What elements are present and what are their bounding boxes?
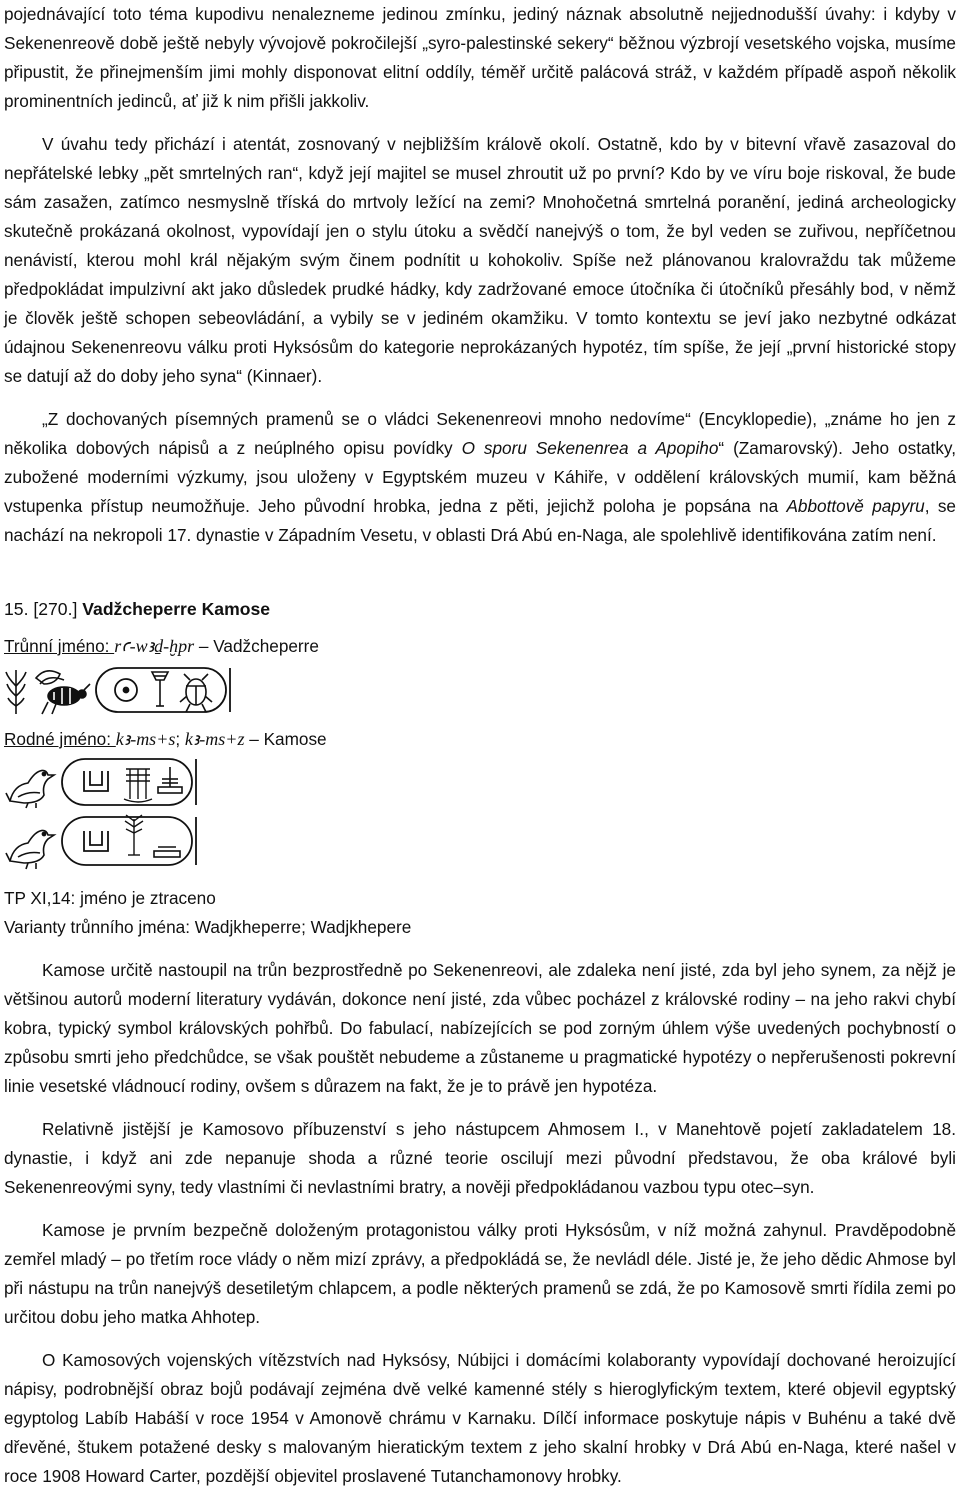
- document-page: [4, 0, 956, 1491]
- door-bolt-s-glyph: [154, 847, 180, 857]
- paragraph-4: Kamose určitě nastoupil na trůn bezprostředně po Sekenenreovi, ale zdaleka není jisté, zda byl jeho synem, za nějž je většinou autorů moderní literatury vydáván, dokonce není jisté, zda vůbec pocházel z královské rodiny – na jeho rakvi chybí kobra, typický symbol královských pohřbů. Do fabulací, nabízejících se pod zorným úhlem výše uvedených pochybností o způsobu smrti jeho předchůdce, se však pouštět nebudeme a zůstaneme u pragmatické hypotézy o nepřerušenosti pokrevní linie vesetské vládnoucí rodiny, ovšem s důrazem na fakt, že je to právě jen hypotéza.: [4, 960, 956, 1096]
- paragraph-1: pojednávající toto téma kupodivu nenalezneme jedinou zmínku, jediný náznak absolutně nejjednodušší úvahy: i kdyby v Sekenenreově době ještě nebyly vývojově pokročilejší „syro-palestinské sekery“ běžnou výzbrojí vesetského vojska, musíme připustit, že přinejmenším jimi mohly disponovat elitní oddíly, téměř určitě palácová stráž, v každém případě aspoň několik prominentních jedinců, ať již k nim přišli jakkoliv.: [4, 4, 956, 111]
- throne-name-label: Trůnní jméno:: [4, 636, 115, 656]
- paragraph-6: Kamose je prvním bezpečně doloženým protagonistou války proti Hyksósům, v níž možná zahynul. Pravděpodobně zemřel mladý – po třetím roce vlády o něm mizí zprávy, a předpokládá se, že nevládl déle. Jisté je, že jeho dědic Ahmose byl při nástupu na trůn nanejvýš desetiletým chlapcem, a podle některých pramenů se zdá, že po Kamosově smrti řídila zemi po určitou dobu jeho matka Ahhotep.: [4, 1220, 956, 1327]
- birth-name-hieroglyph-row-2: [4, 811, 204, 871]
- goose-glyph: [6, 771, 54, 809]
- sedge-plant-glyph: [6, 670, 26, 714]
- dash: –: [244, 729, 264, 749]
- papyrus-column-glyph: [152, 672, 168, 706]
- birth-name-transliteration-2: kꜣ-ms+z: [184, 729, 245, 749]
- king-name-heading: Vadžcheperre Kamose: [82, 599, 271, 619]
- birth-name-line: [4, 725, 956, 754]
- birth-name-hieroglyphs-1: [4, 754, 956, 810]
- throne-name-value: Vadžcheperre: [213, 636, 319, 656]
- birth-name-value: Kamose: [263, 729, 327, 749]
- paragraph-7: O Kamosových vojenských vítězstvích nad Hyksósy, Núbijci i domácími kolaboranty vypovídají dochované heroizující nápisy, podrobnější obraz bojů podávají zejména dvě velké kamenné stély s hieroglyfickým textem, které objevil egyptský egyptolog Labíb Habáší v roce 1954 v Amonově chrámu v Karnaku. Dílčí informace poskytuje nápis v Buhénu a také dvě dřevěné, štukem potažené desky s malovaným hieratickým textem z jeho skalní hrobky v Drá Abú en-Naga, které našel v roce 1908 Howard Carter, pozdější objevitel proslavené Tutanchamonovy hrobky.: [4, 1350, 956, 1486]
- birth-name-hieroglyphs-2: [4, 810, 956, 872]
- ka-arms-glyph: [84, 771, 108, 791]
- ms-glyph: [125, 815, 143, 855]
- dash: –: [194, 636, 214, 656]
- paragraph-2: V úvahu tedy přichází i atentát, zosnovaný v nejbližším královĕ okolí. Ostatně, kdo by v bitevní vřavě zasazoval do nepřátelské lebky „pět smrtelných ran“, když její majitel se musel zhroutit už po první? Kdo by ve víru boje riskoval, že bude sám zasažen, zatímco nesmyslně tříská do mrtvoly ležící na zemi? Mnohočetná smrtelná poranění, jediná archeologicky skutečně prokázaná okolnost, vypovídají jen o stylu útoku a svědčí nanejvýš o tom, že byl veden se zuřivou, nepříčetnou nenávistí, kterou mohl král nějakým svým činem podnítit u kohokoliv. Spíše než plánovanou kralovraždu tak můžeme předpokládat impulzivní akt jako důsledek prudké hádky, kdy zadržované emoce útočníka či útočníků přesáhly bod, v němž je člověk ještě schopen sebeovládání, a vybily se v jediném okamžiku. V tomto kontextu se jeví jako nezbytné odkázat údajnou Sekenenreovu válku proti Hyksósům do kategorie neprokázaných hypotéz, tím spíše, že její „první historické stopy se datují až do doby jeho syna“ (Kinnaer).: [4, 134, 956, 386]
- paragraph-3-part-e: , se nachází na nekropoli 17. dynastie v Západním Vesetu, v oblasti Drá Abú en-Naga, ale spolehlivě identifikována zatím není.: [4, 496, 956, 545]
- ms-glyph: [124, 769, 152, 802]
- throne-name-transliteration: rꜥ-wꜣḏ-ḫpr: [114, 636, 195, 656]
- door-bolt-s-glyph: [158, 767, 182, 793]
- ka-arms-glyph: [84, 831, 108, 851]
- paragraph-3-part-c: “ (Zamarovský). Jeho ostatky, zubožené moderními výzkumy, jsou uloženy v Egyptském muzeu v Káhiře, v oddělení královských mumií, kam běžná vstupenka přístup neumožňuje. Jeho původní hrobka, jedna z pěti, jejichž poloha je popsána na: [4, 438, 957, 516]
- birth-name-hieroglyph-row-1: [4, 755, 204, 809]
- scarab-glyph: [180, 674, 212, 712]
- section-number: 15. [270.]: [4, 599, 83, 619]
- separator: ;: [175, 729, 185, 749]
- throne-name-variants: Varianty trůnního jména: Wadjkheperre; Wadjkhepere: [4, 917, 412, 937]
- section-heading: [4, 595, 956, 624]
- throne-name-hieroglyph-row: [4, 662, 244, 718]
- paragraph-3: [4, 405, 956, 550]
- throne-name-hieroglyphs: [4, 661, 956, 719]
- bee-glyph: [36, 671, 90, 714]
- goose-glyph: [6, 831, 54, 870]
- cartouche-frame: [62, 759, 196, 805]
- tp-note: TP XI,14: jméno je ztraceno: [4, 888, 216, 908]
- birth-name-transliteration-1: kꜣ-ms+s: [115, 729, 176, 749]
- throne-name-line: [4, 632, 956, 661]
- birth-name-label: Rodné jméno:: [4, 729, 116, 749]
- paragraph-3-part-a: „Z dochovaných písemných pramenů se o vládci Sekenenreovi mnoho nedovíme“ (Encyklopedie), „známe ho jen z několika dobových nápisů a z neúplného opisu povídky: [4, 409, 956, 458]
- paragraph-5: Relativně jistější je Kamosovo příbuzenství s jeho nástupcem Ahmosem I., v Manehtově pojetí zakladatelem 18. dynastie, i když ani zde nepanuje shoda a různé teorie oscilují mezi původní představou, že oba králové byli Sekenenreovými syny, tedy vlastními či nevlastními bratry, a nověji předpokládanou vazbou typu otec–syn.: [4, 1119, 956, 1197]
- abbott-papyrus-italic: Abbottově papyru: [786, 496, 925, 516]
- sun-disc-glyph: [115, 679, 137, 701]
- story-title-italic: O sporu Sekenenrea a Apopiho: [461, 438, 719, 458]
